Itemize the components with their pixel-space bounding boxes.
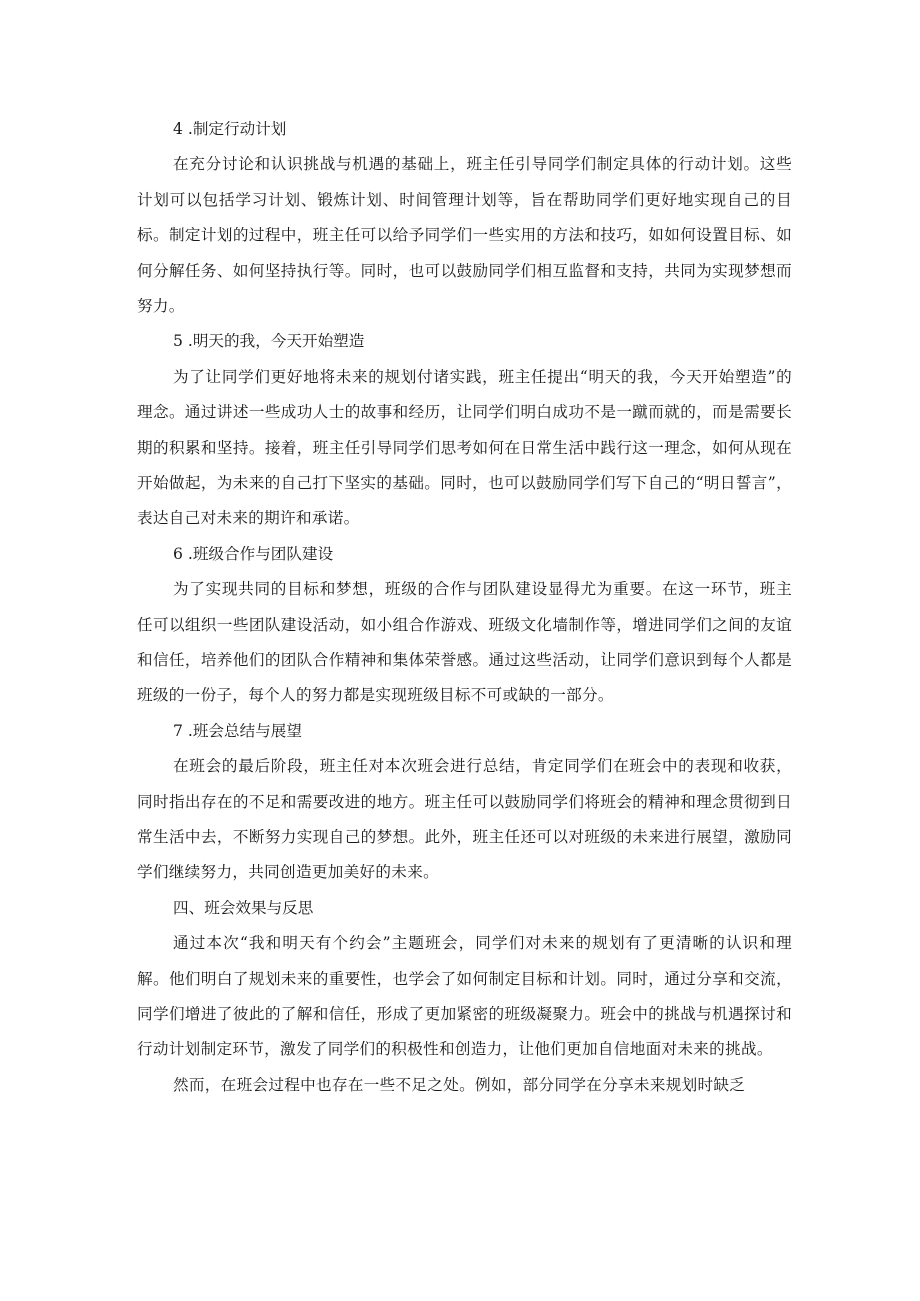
- paragraph-tomorrow-me: 为了让同学们更好地将未来的规划付诸实践，班主任提出“明天的我，今天开始塑造”的理念。通过讲述一些成功人士的故事和经历，让同学们明白成功不是一蹴而就的，而是需要长期的积累和坚持。接着，班主任引导同学们思考如何在日常生活中践行这一理念，如何从现在开始做起，为未来的自己打下坚实的基础。同时，也可以鼓励同学们写下自己的“明日誓言”，表达自己对未来的期许和承诺。: [137, 367, 792, 528]
- document-body: [137, 112, 792, 1103]
- section-heading-team-building: 6 .班级合作与团队建设: [173, 544, 334, 563]
- paragraph-team-building: 为了实现共同的目标和梦想，班级的合作与团队建设显得尤为重要。在这一环节，班主任可以组织一些团队建设活动，如小组合作游戏、班级文化墙制作等，增进同学们之间的友谊和信任，培养他们的团队合作精神和集体荣誉感。通过这些活动，让同学们意识到每个人都是班级的一份子，每个人的努力都是实现班级目标不可或缺的一部分。: [137, 580, 792, 705]
- section-heading-effects-reflection: 四、班会效果与反思: [173, 898, 314, 917]
- paragraph-summary: 在班会的最后阶段，班主任对本次班会进行总结，肯定同学们在班会中的表现和收获，同时指出存在的不足和需要改进的地方。班主任可以鼓励同学们将班会的精神和理念贯彻到日常生活中去，不断努力实现自己的梦想。此外，班主任还可以对班级的未来进行展望，激励同学们继续努力，共同创造更加美好的未来。: [137, 757, 792, 882]
- section-heading-action-plan: 4 .制定行动计划: [173, 120, 287, 138]
- section-heading-tomorrow-me: 5 .明天的我，今天开始塑造: [173, 332, 365, 351]
- paragraph-reflection: 然而，在班会过程中也存在一些不足之处。例如，部分同学在分享未来规划时缺乏: [173, 1075, 746, 1094]
- paragraph-effects: 通过本次“我和明天有个约会”主题班会，同学们对未来的规划有了更清晰的认识和理解。他们明白了规划未来的重要性，也学会了如何制定目标和计划。同时，通过分享和交流，同学们增进了彼此的了解和信任，形成了更加紧密的班级凝聚力。班会中的挑战与机遇探讨和行动计划制定环节，激发了同学们的积极性和创造力，让他们更加自信地面对未来的挑战。: [137, 934, 792, 1059]
- section-heading-summary: 7 .班会总结与展望: [173, 721, 302, 740]
- paragraph-action-plan: 在充分讨论和认识挑战与机遇的基础上，班主任引导同学们制定具体的行动计划。这些计划可以包括学习计划、锻炼计划、时间管理计划等，旨在帮助同学们更好地实现自己的目标。制定计划的过程中，班主任可以给予同学们一些实用的方法和技巧，如如何设置目标、如何分解任务、如何坚持执行等。同时，也可以鼓励同学们相互监督和支持，共同为实现梦想而努力。: [137, 155, 792, 316]
